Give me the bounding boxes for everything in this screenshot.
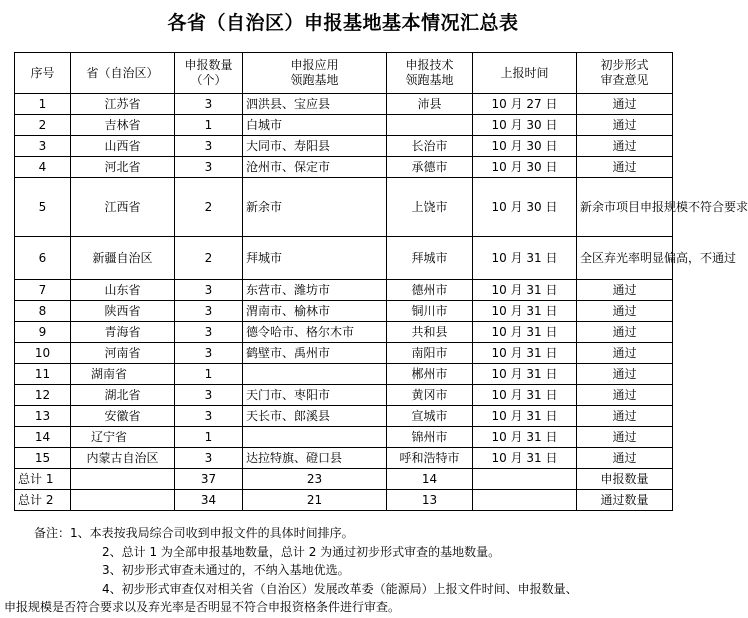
cell-time: 10 月 31 日	[473, 301, 577, 322]
cell-review: 通过	[577, 280, 673, 301]
note-4: 4、初步形式审查仅对相关省（自治区）发展改革委（能源局）上报文件时间、申报数量、	[102, 581, 578, 596]
header-count: 申报数量 （个）	[175, 53, 243, 94]
cell-province: 青海省	[71, 322, 175, 343]
cell-app-base: 大同市、寿阳县	[243, 136, 387, 157]
cell-province: 湖南省	[71, 364, 175, 385]
cell-total-app: 23	[243, 469, 387, 490]
cell-empty	[473, 469, 577, 490]
cell-seq: 14	[15, 427, 71, 448]
cell-empty	[71, 490, 175, 511]
cell-empty	[473, 490, 577, 511]
table-row	[15, 448, 673, 469]
cell-app-base: 渭南市、榆林市	[243, 301, 387, 322]
cell-time: 10 月 30 日	[473, 157, 577, 178]
cell-total-app: 21	[243, 490, 387, 511]
cell-review: 通过	[577, 448, 673, 469]
header-review: 初步形式 审查意见	[577, 53, 673, 94]
cell-review: 通过	[577, 322, 673, 343]
cell-time: 10 月 31 日	[473, 364, 577, 385]
cell-seq: 2	[15, 115, 71, 136]
table-row	[15, 115, 673, 136]
cell-tech-base: 铜川市	[387, 301, 473, 322]
cell-tech-base: 南阳市	[387, 343, 473, 364]
table-header-row	[15, 53, 673, 94]
cell-review: 通过	[577, 427, 673, 448]
cell-review: 通过	[577, 94, 673, 115]
cell-province: 吉林省	[71, 115, 175, 136]
cell-review: 通过	[577, 157, 673, 178]
table-row	[15, 94, 673, 115]
cell-app-base: 达拉特旗、磴口县	[243, 448, 387, 469]
cell-count: 1	[175, 427, 243, 448]
table-row	[15, 136, 673, 157]
cell-total-count: 34	[175, 490, 243, 511]
cell-time: 10 月 31 日	[473, 343, 577, 364]
cell-province: 湖北省	[71, 385, 175, 406]
cell-total-review: 申报数量	[577, 469, 673, 490]
note-4-continued: 申报规模是否符合要求以及弃光率是否明显不符合申报资格条件进行审查。	[4, 600, 401, 614]
cell-seq: 13	[15, 406, 71, 427]
cell-empty	[71, 469, 175, 490]
cell-time: 10 月 31 日	[473, 237, 577, 280]
cell-review: 通过	[577, 115, 673, 136]
header-province: 省（自治区）	[71, 53, 175, 94]
cell-seq: 5	[15, 178, 71, 237]
cell-time: 10 月 31 日	[473, 406, 577, 427]
cell-seq: 12	[15, 385, 71, 406]
cell-tech-base	[387, 115, 473, 136]
cell-count: 1	[175, 115, 243, 136]
table-row	[15, 364, 673, 385]
cell-tech-base: 郴州市	[387, 364, 473, 385]
table-row	[15, 385, 673, 406]
cell-total-tech: 13	[387, 490, 473, 511]
cell-province: 江西省	[71, 178, 175, 237]
cell-app-base	[243, 427, 387, 448]
cell-review: 通过	[577, 136, 673, 157]
cell-tech-base: 长治市	[387, 136, 473, 157]
cell-seq: 10	[15, 343, 71, 364]
note-3: 3、初步形式审查未通过的，不纳入基地优选。	[102, 563, 350, 577]
cell-province: 安徽省	[71, 406, 175, 427]
cell-tech-base: 上饶市	[387, 178, 473, 237]
cell-time: 10 月 31 日	[473, 385, 577, 406]
cell-province: 陕西省	[71, 301, 175, 322]
cell-app-base: 白城市	[243, 115, 387, 136]
table-row	[15, 301, 673, 322]
cell-seq: 15	[15, 448, 71, 469]
header-time: 上报时间	[473, 53, 577, 94]
cell-count: 3	[175, 280, 243, 301]
cell-seq: 1	[15, 94, 71, 115]
cell-seq: 7	[15, 280, 71, 301]
cell-app-base: 鹤壁市、禹州市	[243, 343, 387, 364]
cell-province: 新疆自治区	[71, 237, 175, 280]
cell-tech-base: 共和县	[387, 322, 473, 343]
cell-total-label: 总计 1	[15, 469, 71, 490]
cell-review: 通过	[577, 406, 673, 427]
cell-review: 通过	[577, 301, 673, 322]
cell-app-base: 新余市	[243, 178, 387, 237]
cell-total-label: 总计 2	[15, 490, 71, 511]
cell-province: 河南省	[71, 343, 175, 364]
table-row	[15, 237, 673, 280]
cell-time: 10 月 31 日	[473, 448, 577, 469]
cell-count: 3	[175, 448, 243, 469]
cell-count: 3	[175, 136, 243, 157]
cell-time: 10 月 31 日	[473, 427, 577, 448]
cell-tech-base: 德州市	[387, 280, 473, 301]
cell-tech-base: 沛县	[387, 94, 473, 115]
cell-tech-base: 承德市	[387, 157, 473, 178]
cell-province: 山西省	[71, 136, 175, 157]
summary-table	[14, 52, 748, 511]
cell-app-base: 拜城市	[243, 237, 387, 280]
table-row	[15, 157, 673, 178]
header-seq: 序号	[15, 53, 71, 94]
cell-count: 3	[175, 385, 243, 406]
cell-app-base: 天门市、枣阳市	[243, 385, 387, 406]
cell-seq: 6	[15, 237, 71, 280]
cell-count: 3	[175, 94, 243, 115]
cell-app-base: 天长市、郎溪县	[243, 406, 387, 427]
table-row	[15, 322, 673, 343]
cell-seq: 9	[15, 322, 71, 343]
notes-section	[4, 524, 674, 617]
cell-province: 内蒙古自治区	[71, 448, 175, 469]
table-row	[15, 427, 673, 448]
cell-total-count: 37	[175, 469, 243, 490]
cell-seq: 8	[15, 301, 71, 322]
cell-review: 全区弃光率明显偏高，不通过	[577, 237, 673, 280]
cell-count: 3	[175, 343, 243, 364]
cell-review: 通过	[577, 343, 673, 364]
cell-province: 山东省	[71, 280, 175, 301]
cell-count: 3	[175, 406, 243, 427]
cell-tech-base: 黄冈市	[387, 385, 473, 406]
cell-count: 3	[175, 322, 243, 343]
cell-seq: 4	[15, 157, 71, 178]
cell-count: 2	[175, 237, 243, 280]
cell-review: 通过	[577, 364, 673, 385]
cell-review: 新余市项目申报规模不符合要求	[577, 178, 673, 237]
cell-province: 河北省	[71, 157, 175, 178]
cell-seq: 11	[15, 364, 71, 385]
cell-count: 1	[175, 364, 243, 385]
cell-total-tech: 14	[387, 469, 473, 490]
table-row	[15, 406, 673, 427]
cell-count: 2	[175, 178, 243, 237]
cell-app-base: 泗洪县、宝应县	[243, 94, 387, 115]
cell-province: 江苏省	[71, 94, 175, 115]
table-row	[15, 343, 673, 364]
cell-time: 10 月 27 日	[473, 94, 577, 115]
table-row	[15, 178, 673, 237]
cell-time: 10 月 30 日	[473, 136, 577, 157]
cell-seq: 3	[15, 136, 71, 157]
table-row	[15, 280, 673, 301]
cell-app-base: 德令哈市、格尔木市	[243, 322, 387, 343]
cell-app-base	[243, 364, 387, 385]
total-row	[15, 490, 673, 511]
cell-tech-base: 拜城市	[387, 237, 473, 280]
cell-time: 10 月 31 日	[473, 322, 577, 343]
cell-review: 通过	[577, 385, 673, 406]
cell-tech-base: 呼和浩特市	[387, 448, 473, 469]
cell-province: 辽宁省	[71, 427, 175, 448]
cell-tech-base: 宣城市	[387, 406, 473, 427]
cell-count: 3	[175, 301, 243, 322]
cell-tech-base: 锦州市	[387, 427, 473, 448]
document-title: 各省（自治区）申报基地基本情况汇总表	[167, 12, 519, 34]
cell-total-review: 通过数量	[577, 490, 673, 511]
note-2: 2、总计 1 为全部申报基地数量，总计 2 为通过初步形式审查的基地数量。	[102, 544, 501, 559]
cell-count: 3	[175, 157, 243, 178]
total-row	[15, 469, 673, 490]
cell-time: 10 月 30 日	[473, 178, 577, 237]
cell-app-base: 东营市、潍坊市	[243, 280, 387, 301]
cell-app-base: 沧州市、保定市	[243, 157, 387, 178]
header-app-base: 申报应用 领跑基地	[243, 53, 387, 94]
header-tech-base: 申报技术 领跑基地	[387, 53, 473, 94]
cell-time: 10 月 30 日	[473, 115, 577, 136]
cell-time: 10 月 31 日	[473, 280, 577, 301]
note-1: 备注：1、本表按我局综合司收到申报文件的具体时间排序。	[34, 526, 354, 540]
